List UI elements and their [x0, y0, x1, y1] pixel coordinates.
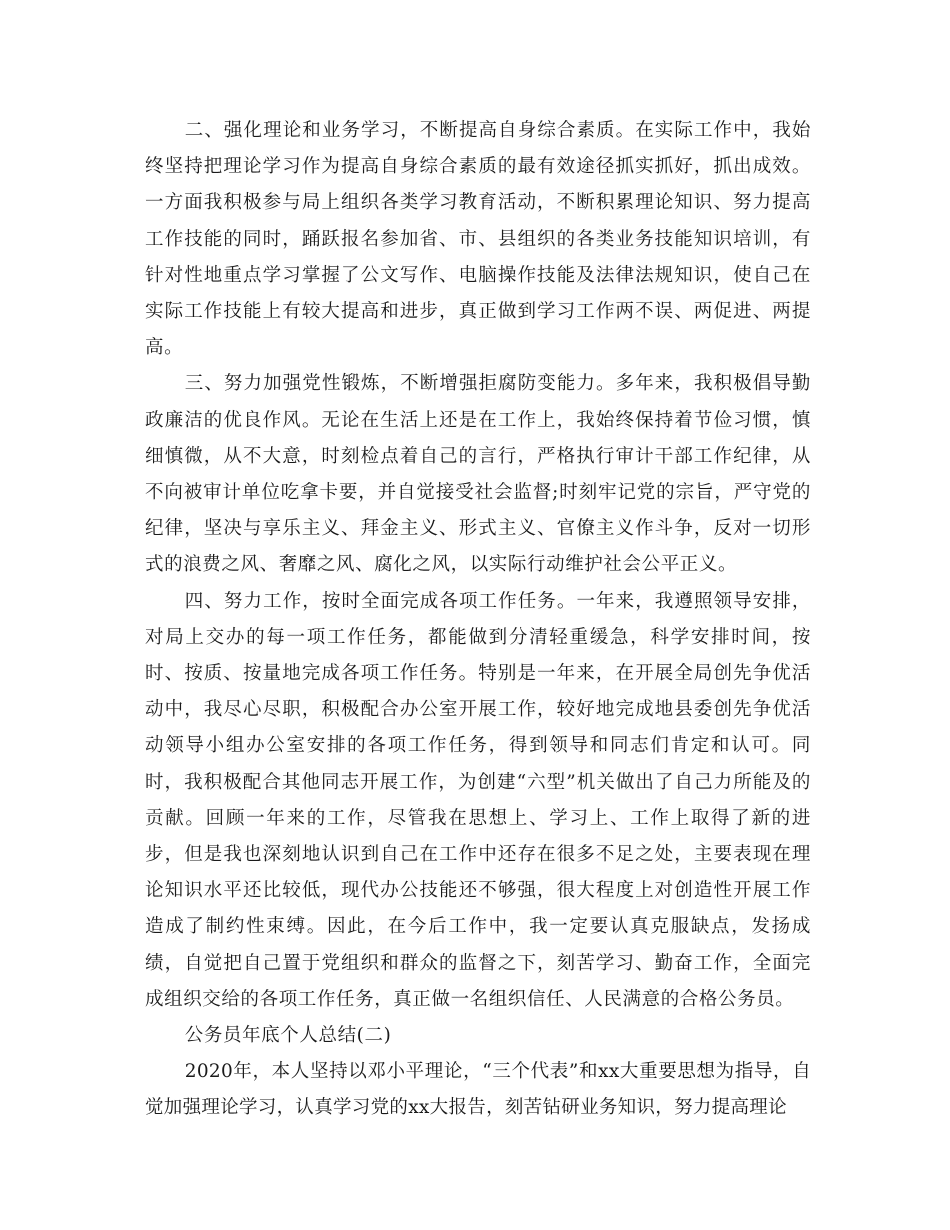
document-body — [145, 113, 811, 1127]
paragraph-party-discipline: 三、努力加强党性锻炼，不断增强拒腐防变能力。多年来，我积极倡导勤政廉洁的优良作风。无论在生活上还是在工作上，我始终保持着节俭习惯，慎细慎微，从不大意，时刻检点着自己的言行，严格执行审计干部工作纪律，从不向被审计单位吃拿卡要，并自觉接受社会监督;时刻牢记党的宗旨，严守党的纪律，坚决与享乐主义、拜金主义、形式主义、官僚主义作斗争，反对一切形式的浪费之风、奢靡之风、腐化之风，以实际行动维护社会公平正义。 — [145, 373, 811, 576]
section-heading: 公务员年底个人总结(二) — [184, 1025, 392, 1047]
paragraph-study: 二、强化理论和业务学习，不断提高自身综合素质。在实际工作中，我始终坚持把理论学习作为提高自身综合素质的最有效途径抓实抓好，抓出成效。一方面我积极参与局上组织各类学习教育活动，不断积累理论知识、努力提高工作技能的同时，踊跃报名参加省、市、县组织的各类业务技能知识培训，有针对性地重点学习掌握了公文写作、电脑操作技能及法律法规知识，使自己在实际工作技能上有较大提高和进步，真正做到学习工作两不误、两促进、两提高。 — [145, 120, 811, 359]
paragraph-2020-summary: 2020年，本人坚持以邓小平理论，“三个代表”和xx大重要思想为指导，自觉加强理论学习，认真学习党的xx大报告，刻苦钻研业务知识，努力提高理论 — [145, 1061, 811, 1119]
paragraph-work-tasks: 四、努力工作，按时全面完成各项工作任务。一年来，我遵照领导安排，对局上交办的每一项工作任务，都能做到分清轻重缓急，科学安排时间，按时、按质、按量地完成各项工作任务。特别是一年来，在开展全局创先争优活动中，我尽心尽职，积极配合办公室开展工作，较好地完成地县委创先争优活动领导小组办公室安排的各项工作任务，得到领导和同志们肯定和认可。同时，我积极配合其他同志开展工作，为创建“六型”机关做出了自己力所能及的贡献。回顾一年来的工作，尽管我在思想上、学习上、工作上取得了新的进步，但是我也深刻地认识到自己在工作中还存在很多不足之处，主要表现在理论知识水平还比较低，现代办公技能还不够强，很大程度上对创造性开展工作造成了制约性束缚。因此，在今后工作中，我一定要认真克服缺点，发扬成绩，自觉把自己置于党组织和群众的监督之下，刻苦学习、勤奋工作，全面完成组织交给的各项工作任务，真正做一名组织信任、人民满意的合格公务员。 — [145, 590, 811, 1010]
